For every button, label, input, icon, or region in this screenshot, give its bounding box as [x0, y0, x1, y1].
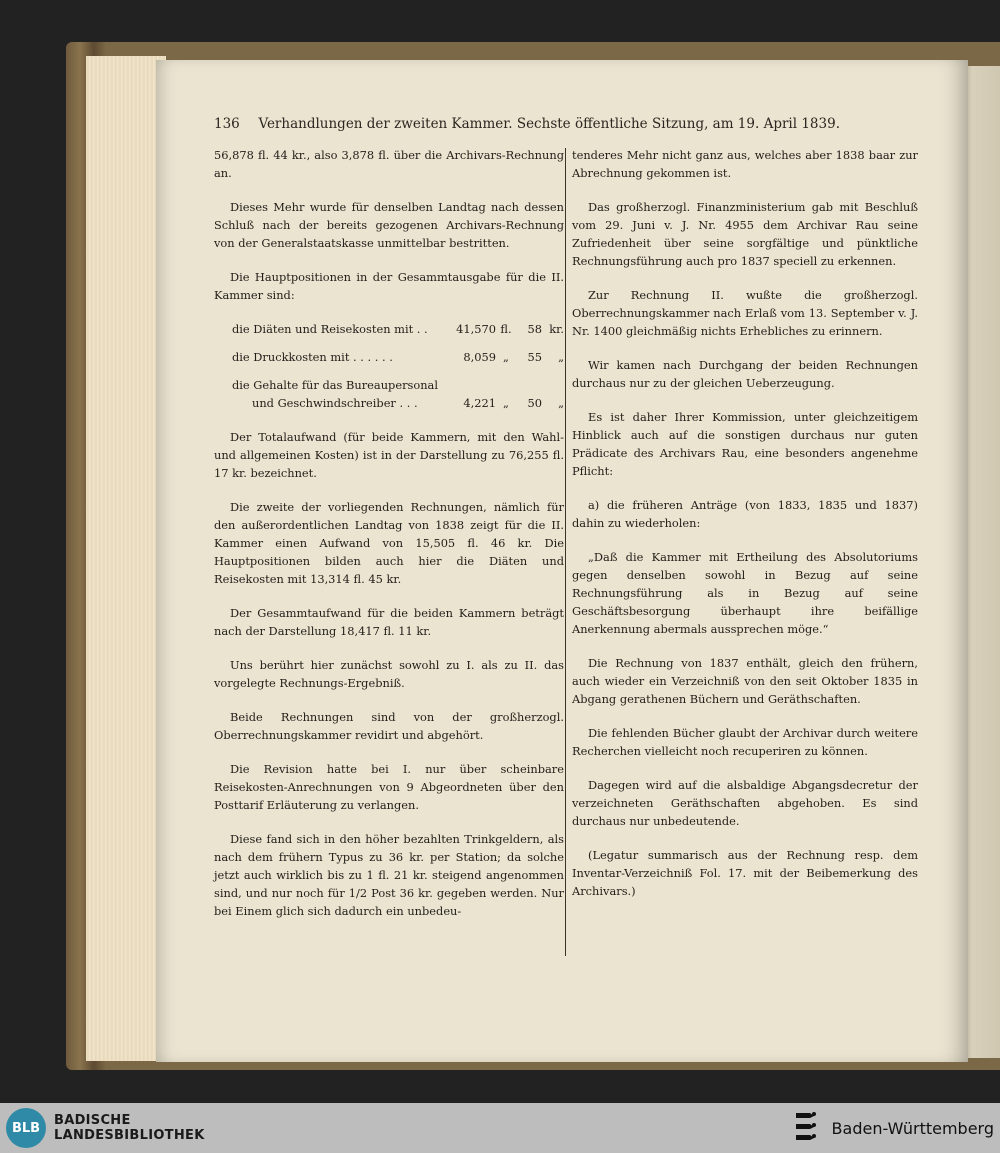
- paragraph: a) die früheren Anträge (von 1833, 1835 und 1837) dahin zu wiederholen:: [572, 498, 918, 530]
- state-name: Baden-Württemberg: [831, 1118, 994, 1138]
- paragraph: Die Rechnung von 1837 enthält, gleich den frühern, auch wieder ein Verzeichniß von den seit Oktober 1835 in Abgang gerathenen Büchern und Geräthschaften.: [572, 656, 918, 706]
- paragraph: Wir kamen nach Durchgang der beiden Rechnungen durchaus nur zu der gleichen Ueberzeugung.: [572, 358, 918, 390]
- left-column: [214, 146, 564, 936]
- paragraph: Dieses Mehr wurde für denselben Landtag nach dessen Schluß nach der bereits gezogenen Archivars-Rechnung von der Generalstaatskasse unmittelbar bestritten.: [214, 200, 564, 250]
- cost-list: [232, 320, 564, 412]
- library-name: BADISCHE LANDESBIBLIOTHEK: [54, 1113, 205, 1143]
- page-header: [214, 116, 840, 132]
- lions-crest-icon: [792, 1109, 822, 1147]
- paragraph: tenderes Mehr nicht ganz aus, welches aber 1838 baar zur Abrechnung gekommen ist.: [572, 148, 918, 180]
- paragraph: Der Gesammtaufwand für die beiden Kammern beträgt nach der Darstellung 18,417 fl. 11 kr.: [214, 606, 564, 638]
- quotation: „Daß die Kammer mit Ertheilung des Absolutoriums gegen denselben sowohl in Bezug auf seine Rechnungsführung als in Bezug auf seine Geschäftsbesorgung überhaupt ihre beifällige Anerkennung abermals aussprechen möge.“: [572, 550, 918, 636]
- column-divider: [565, 148, 566, 956]
- blb-logo-icon: BLB: [6, 1108, 46, 1148]
- paragraph: Beide Rechnungen sind von der großherzogl. Oberrechnungskammer revidirt und abgehört.: [214, 710, 564, 742]
- paragraph: Uns berührt hier zunächst sowohl zu I. als zu II. das vorgelegte Rechnungs-Ergebniß.: [214, 658, 564, 690]
- paragraph: (Legatur summarisch aus der Rechnung resp. dem Inventar-Verzeichniß Fol. 17. mit der Beibemerkung des Archivars.): [572, 848, 918, 898]
- paragraph: Die zweite der vorliegenden Rechnungen, nämlich für den außerordentlichen Landtag von 1838 zeigt für die II. Kammer einen Aufwand von 15,505 fl. 46 kr. Die Hauptpositionen bilden auch hier die Diäten und Reisekosten mit 13,314 fl. 45 kr.: [214, 500, 564, 586]
- paragraph: Dagegen wird auf die alsbaldige Abgangsdecretur der verzeichneten Geräthschaften abgehoben. Es sind durchaus nur unbedeutende.: [572, 778, 918, 828]
- cost-row: die Gehalte für das Bureaupersonal: [232, 378, 438, 392]
- paragraph: Der Totalaufwand (für beide Kammern, mit den Wahl- und allgemeinen Kosten) ist in der Darstellung zu 76,255 fl. 17 kr. bezeichnet.: [214, 430, 564, 480]
- paragraph: Diese fand sich in den höher bezahlten Trinkgeldern, als nach dem frühern Typus zu 36 kr. per Station; da solche jetzt auch wirklich bis zu 1 fl. 21 kr. steigend angenommen sind, und nur noch für 1/2 Post 36 kr. gegeben werden. Nur bei Einem glich sich dadurch ein unbedeu-: [214, 832, 564, 918]
- blb-branding[interactable]: [0, 1108, 205, 1148]
- page-edges: [86, 56, 166, 1061]
- page-number: 136: [214, 116, 240, 132]
- paragraph: Es ist daher Ihrer Kommission, unter gleichzeitigem Hinblick auch auf die sonstigen durchaus nur guten Prädicate des Archivars Rau, eine besonders angenehme Pflicht:: [572, 410, 918, 478]
- paragraph: Die fehlenden Bücher glaubt der Archivar durch weitere Recherchen vielleicht noch recuperiren zu können.: [572, 726, 918, 758]
- paragraph: Die Revision hatte bei I. nur über scheinbare Reisekosten-Anrechnungen von 9 Abgeordneten über den Posttarif Erläuterung zu verlangen.: [214, 762, 564, 812]
- paragraph: Zur Rechnung II. wußte die großherzogl. Oberrechnungskammer nach Erlaß vom 13. September v. J. Nr. 1400 gleichmäßig nichts Erhebliches zu erinnern.: [572, 288, 918, 338]
- paragraph: 56,878 fl. 44 kr., also 3,878 fl. über die Archivars-Rechnung an.: [214, 148, 564, 180]
- paragraph: Das großherzogl. Finanzministerium gab mit Beschluß vom 29. Juni v. J. Nr. 4955 dem Archivar Rau seine Zufriedenheit über seine sorgfältige und pünktliche Rechnungsführung auch pro 1837 speciell zu erkennen.: [572, 200, 918, 268]
- paragraph: Die Hauptpositionen in der Gesammtausgabe für die II. Kammer sind:: [214, 270, 564, 302]
- viewer-footer: [0, 1103, 1000, 1153]
- running-title: Verhandlungen der zweiten Kammer. Sechste öffentliche Sitzung, am 19. April 1839.: [258, 116, 840, 132]
- right-column: [572, 146, 918, 916]
- bw-branding[interactable]: [792, 1109, 994, 1147]
- cost-row: und Geschwindschreiber . . . 4,221 „ 50 „: [252, 396, 564, 410]
- cost-row: die Diäten und Reisekosten mit . . 41,570 fl. 58 kr.: [232, 322, 564, 336]
- cost-row: die Druckkosten mit . . . . . . 8,059 „ 55 „: [232, 350, 564, 364]
